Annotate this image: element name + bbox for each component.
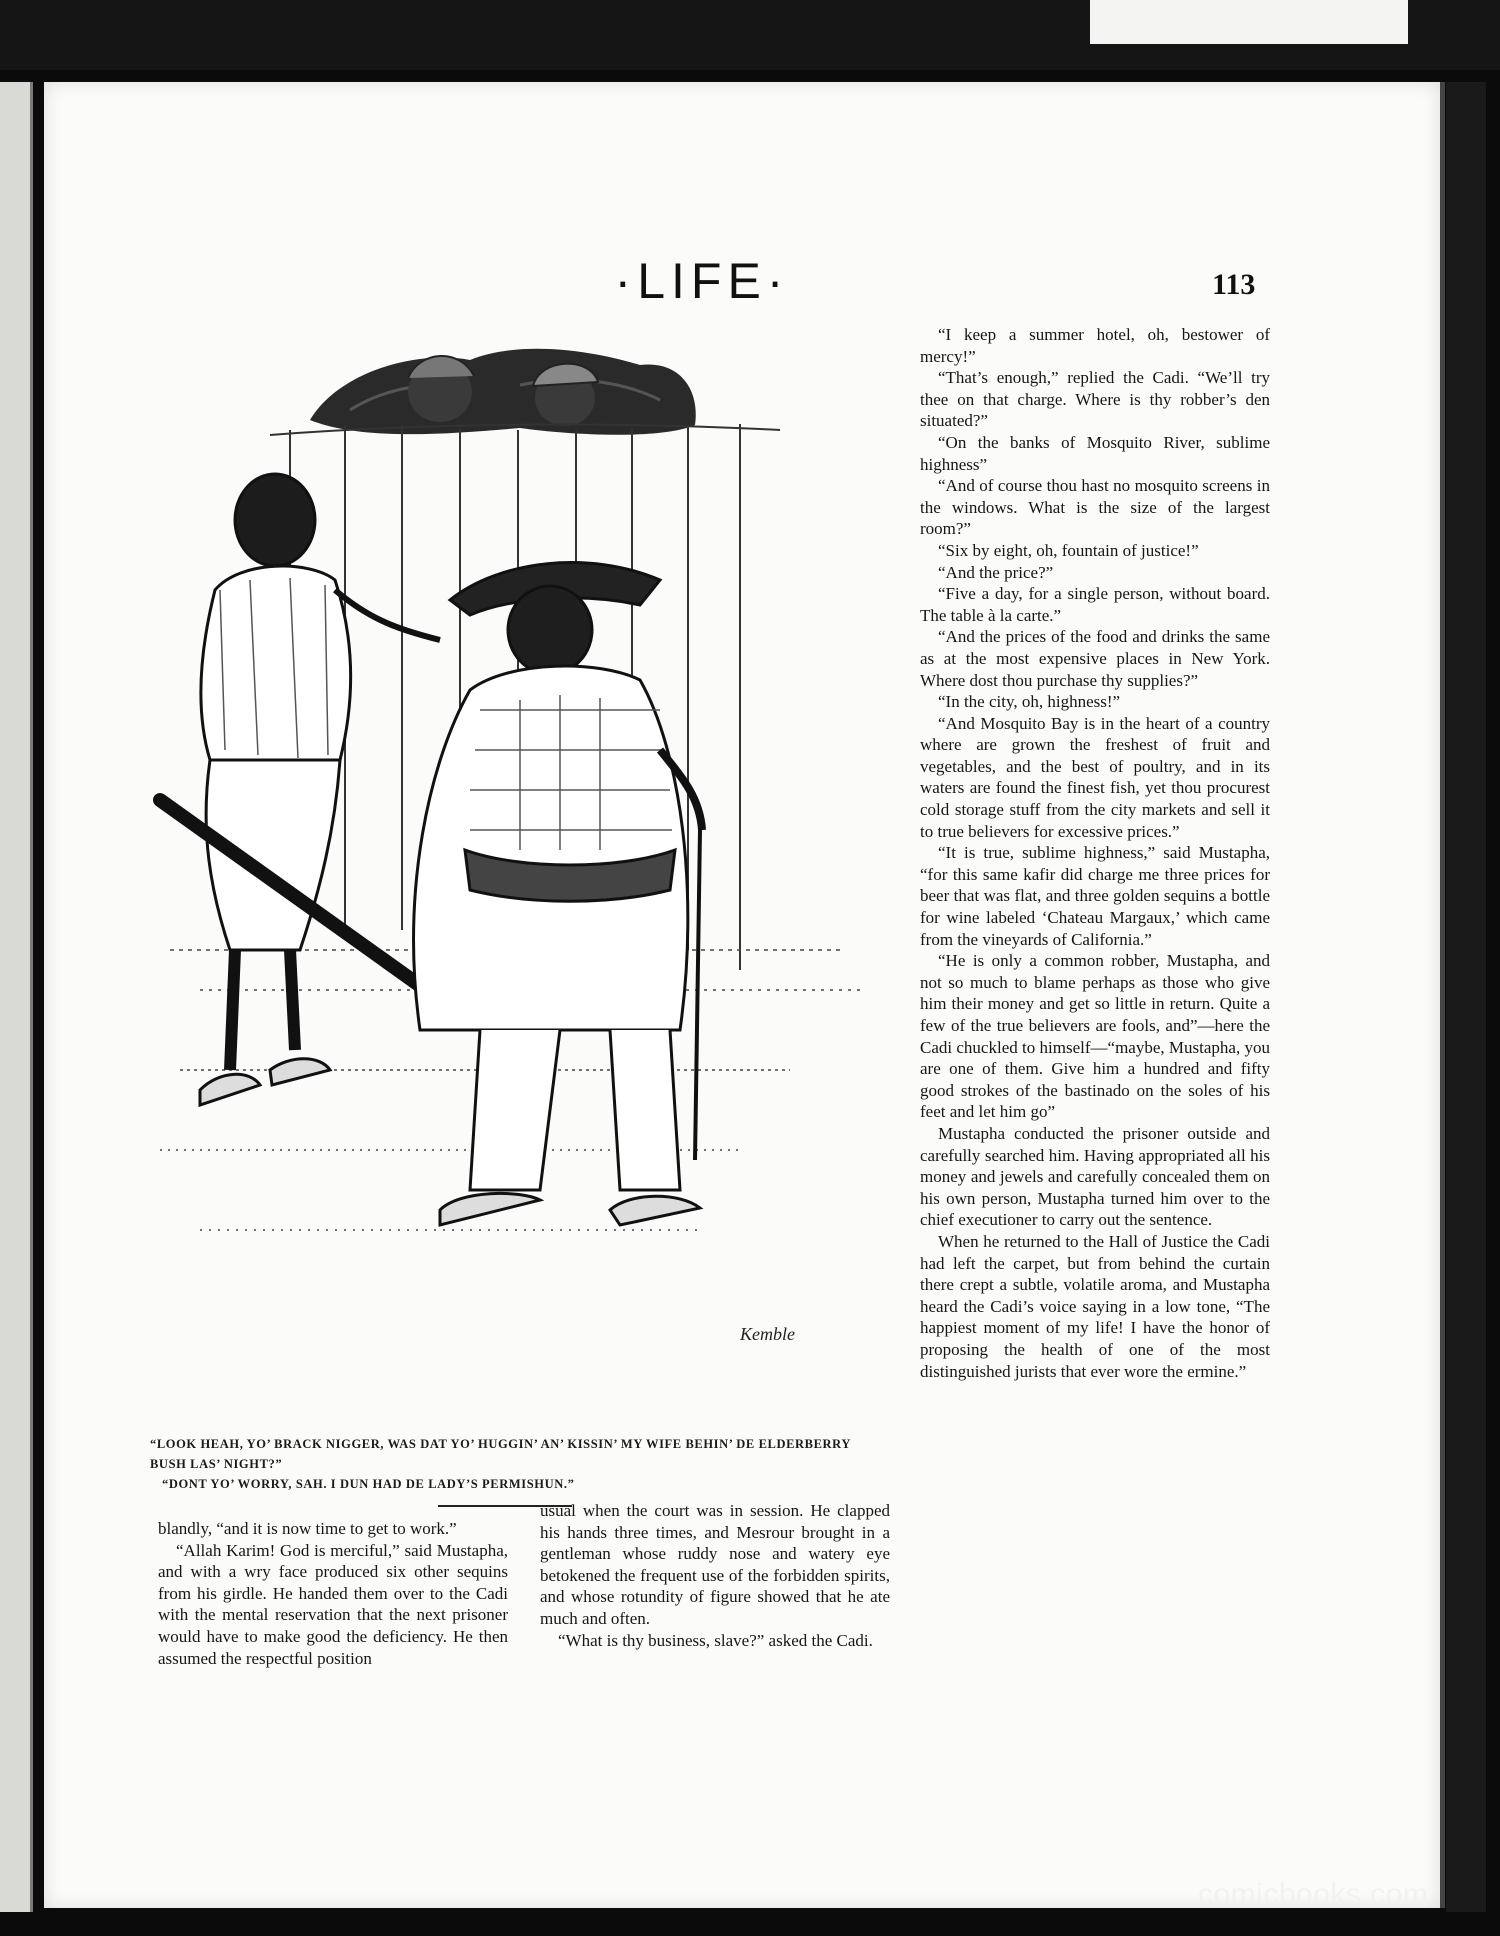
paragraph: “What is thy business, slave?” asked the Cadi. [558,1630,873,1650]
page-number: 113 [1212,268,1256,301]
paragraph: usual when the court was in session. He clapped his hands three times, and Mesrour brought in a gentleman whose ruddy nose and watery eye betokened the frequent use of the forbidden spirits, and whose rotundity of figure showed that he ate much and often. [540,1501,890,1628]
paragraph: “And the price?” [938,562,1054,582]
paragraph: “It is true, sublime highness,” said Mustapha, “for this same kafir did charge me three prices for beer that was flat, and three golden sequins a bottle for wine labeled ‘Chateau Margaux,’ which came from the vineyards of California.” [920,843,1270,949]
walking-cane [695,830,700,1160]
site-watermark: comicbooks.com [1198,1878,1429,1911]
figure-right [414,563,702,1225]
paragraph: “On the banks of Mosquito River, sublime highness” [920,432,1270,474]
paragraph: “That’s enough,” replied the Cadi. “We’ll try thee on that charge. Where is thy robber’s den situated?” [920,368,1270,431]
paragraph: Mustapha conducted the prisoner outside and carefully searched him. Having appropriated all his money and jewels and carefully concealed them on his own person, Mustapha turned him over to the chief executioner to carry out the sentence. [920,1123,1270,1230]
illustration-caption [150,1434,890,1494]
figure-left [160,474,440,1105]
caption-line-2: “DONT YO’ WORRY, SAH. I DUN HAD DE LADY’S PERMISHUN.” [162,1477,575,1491]
paragraph: “And Mosquito Bay is in the heart of a country where are grown the freshest of fruit and vegetables, and the best of poultry, and in its waters are found the finest fish, yet thou procurest cold storage stuff from the city markets and sell it to true believers for excessive prices.” [920,713,1270,841]
text-column-1 [158,1518,508,1669]
paragraph: “I keep a summer hotel, oh, bestower of mercy!” [920,325,1270,366]
next-page-edge [1090,0,1408,44]
left-page-edge [0,82,33,1912]
paragraph: “And of course thou hast no mosquito screens in the windows. What is the size of the largest room?” [920,476,1270,539]
paragraph: “He is only a common robber, Mustapha, and not so much to blame perhaps as those who give him their money and get so little in return. Quite a few of the true believers are fools, and”—here the Cadi chuckled to himself—“maybe, Mustapha, you are one of them. Give him a hundred and fifty good strokes of the bastinado on the soles of his feet and let him go” [920,951,1270,1122]
cartoon-illustration [140,330,900,1380]
paragraph: “Allah Karim! God is merciful,” said Mustapha, and with a wry face produced six other sequins from his girdle. He handed them over to the Cadi with the mental reservation that the next prisoner would have to make good the deficiency. He then assumed the respectful position [158,1540,508,1668]
paragraph: When he returned to the Hall of Justice the Cadi had left the carpet, but from behind the curtain there crept a subtle, volatile aroma, and Mustapha heard the Cadi’s voice saying in a low tone, “The happiest moment of my life! I have the honor of proposing the health of one of the most distinguished jurists that ever wore the ermine.” [920,1231,1270,1381]
text-column-2 [540,1500,890,1651]
scan-right-edge [1446,82,1486,1912]
paragraph: blandly, “and it is now time to get to work.” [158,1519,457,1538]
paragraph: “In the city, oh, highness!” [938,692,1121,712]
masthead-title: ·LIFE· [614,253,790,309]
caption-line-1: “LOOK HEAH, YO’ BRACK NIGGER, WAS DAT YO’ HUGGIN’ AN’ KISSIN’ MY WIFE BEHIN’ DE ELDERBERRY BUSH LAS’ NIGHT?” [150,1437,851,1471]
artist-signature: Kemble [740,1324,795,1344]
text-column-3 [920,324,1270,1382]
paragraph: “And the prices of the food and drinks the same as at the most expensive places in New York. Where dost thou purchase thy supplies?” [920,627,1270,690]
paragraph: “Five a day, for a single person, without board. The table à la carte.” [920,584,1270,625]
paragraph: “Six by eight, oh, fountain of justice!” [938,540,1199,560]
